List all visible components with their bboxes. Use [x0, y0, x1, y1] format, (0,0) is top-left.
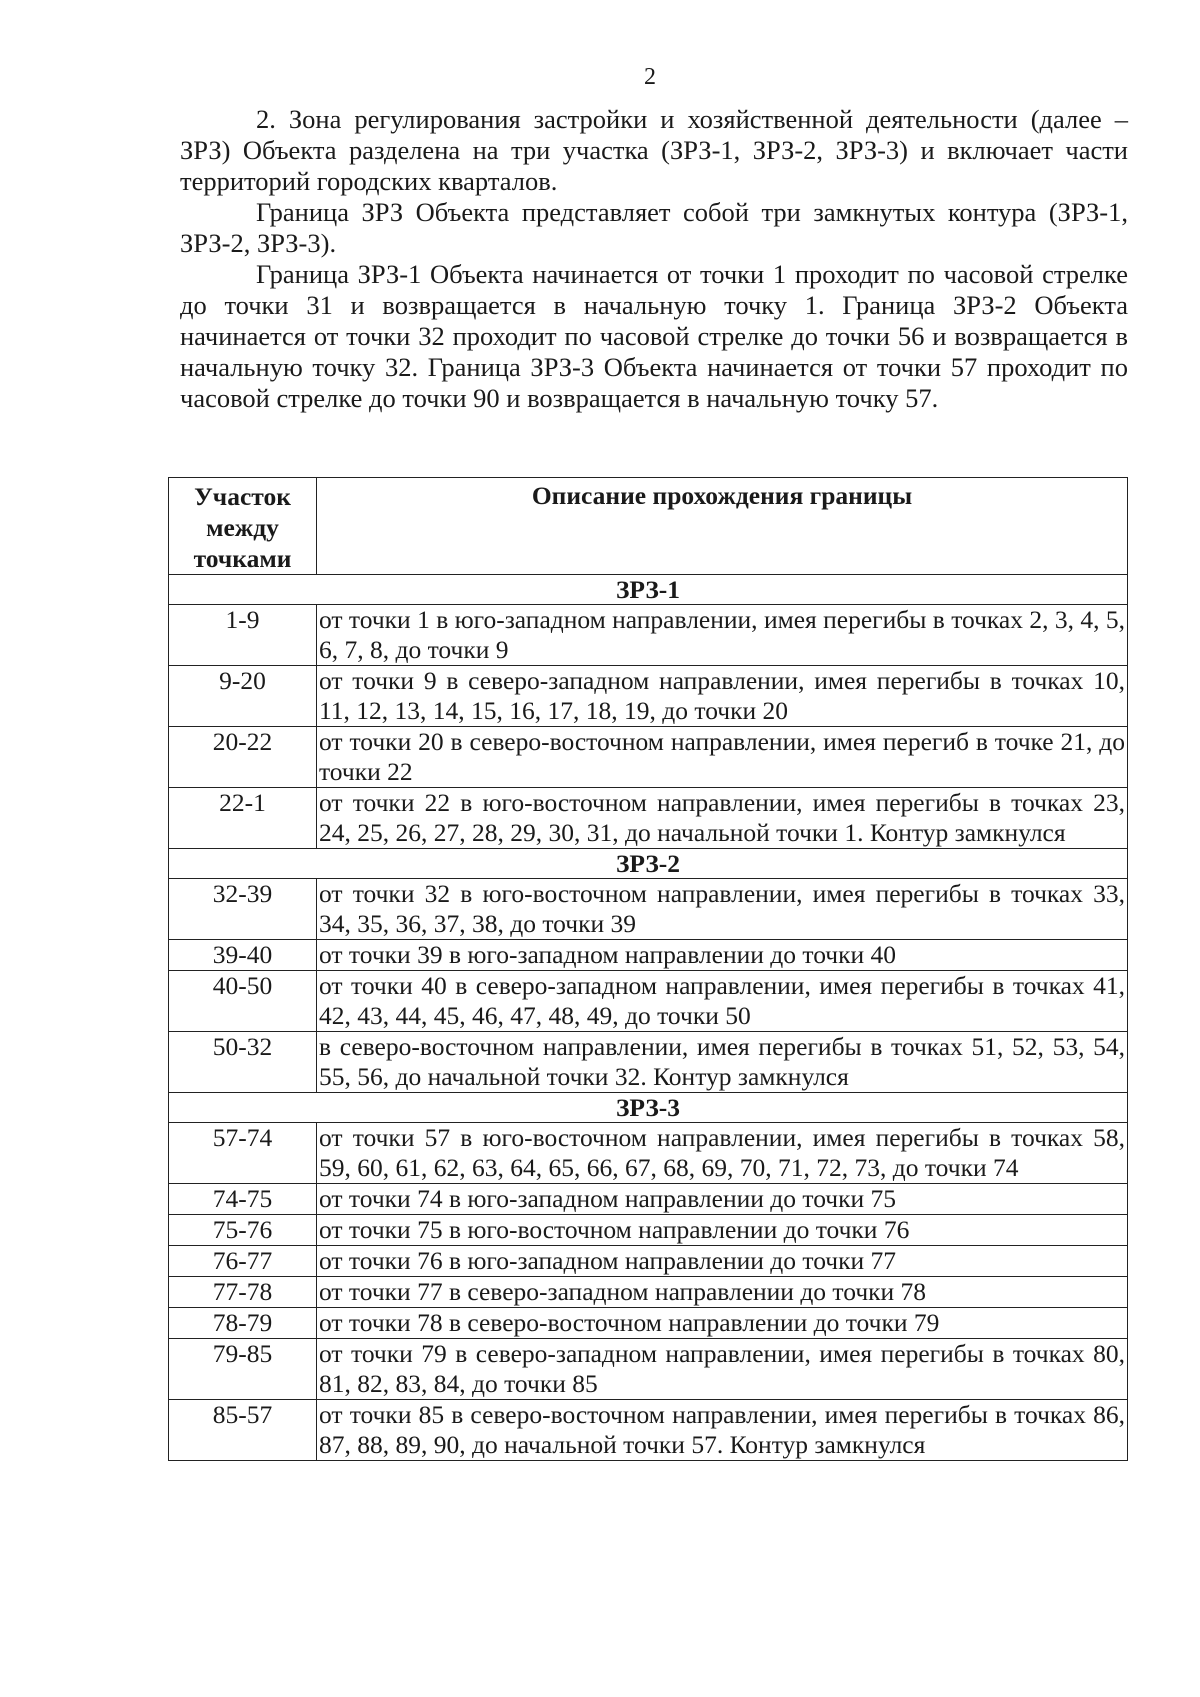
table-row: [169, 1339, 1128, 1400]
table-row: [169, 666, 1128, 727]
segment-cell: 50-32: [169, 1032, 317, 1093]
segment-cell: 1-9: [169, 605, 317, 666]
description-cell: от точки 77 в северо-западном направлении до точки 78: [317, 1277, 1128, 1308]
table-row: [169, 788, 1128, 849]
table-row: [169, 1123, 1128, 1184]
description-cell: от точки 39 в юго-западном направлении до точки 40: [317, 940, 1128, 971]
segment-cell: 74-75: [169, 1184, 317, 1215]
segment-cell: 32-39: [169, 879, 317, 940]
description-cell: от точки 1 в юго-западном направлении, имея перегибы в точках 2, 3, 4, 5, 6, 7, 8, до точки 9: [317, 605, 1128, 666]
paragraph-contours: Граница ЗРЗ Объекта представляет собой три замкнутых контура (ЗРЗ-1, ЗРЗ-2, ЗРЗ-3).: [180, 197, 1128, 258]
header-segment: Участок между точками: [169, 478, 317, 575]
description-cell: от точки 9 в северо-западном направлении, имея перегибы в точках 10, 11, 12, 13, 14, 15, 16, 17, 18, 19, до точки 20: [317, 666, 1128, 727]
paragraph-zone-intro: 2. Зона регулирования застройки и хозяйственной деятельности (далее – ЗРЗ) Объекта разделена на три участка (ЗРЗ-1, ЗРЗ-2, ЗРЗ-3) и включает части территорий городских кварталов.: [180, 104, 1128, 196]
table-row: [169, 1308, 1128, 1339]
segment-cell: 77-78: [169, 1277, 317, 1308]
segment-cell: 22-1: [169, 788, 317, 849]
table-row: [169, 1400, 1128, 1461]
page-number: 2: [644, 64, 656, 90]
description-cell: от точки 75 в юго-восточном направлении до точки 76: [317, 1215, 1128, 1246]
segment-cell: 76-77: [169, 1246, 317, 1277]
table-row: [169, 1032, 1128, 1093]
description-cell: от точки 74 в юго-западном направлении до точки 75: [317, 1184, 1128, 1215]
table-row: [169, 1246, 1128, 1277]
group-title: ЗРЗ-1: [169, 575, 1128, 605]
segment-cell: 20-22: [169, 727, 317, 788]
table-row: [169, 879, 1128, 940]
description-cell: от точки 32 в юго-восточном направлении, имея перегибы в точках 33, 34, 35, 36, 37, 38, до точки 39: [317, 879, 1128, 940]
table-row: [169, 1215, 1128, 1246]
segment-cell: 75-76: [169, 1215, 317, 1246]
header-description: Описание прохождения границы: [317, 478, 1128, 575]
description-cell: от точки 85 в северо-восточном направлении, имея перегибы в точках 86, 87, 88, 89, 90, до начальной точки 57. Контур замкнулся: [317, 1400, 1128, 1461]
table-body: [169, 575, 1128, 1461]
table-row: [169, 1277, 1128, 1308]
table-row: [169, 940, 1128, 971]
table-header-row: [169, 478, 1128, 575]
description-cell: от точки 78 в северо-восточном направлении до точки 79: [317, 1308, 1128, 1339]
table-row: [169, 971, 1128, 1032]
table-row: [169, 605, 1128, 666]
segment-cell: 57-74: [169, 1123, 317, 1184]
description-cell: от точки 20 в северо-восточном направлении, имея перегиб в точке 21, до точки 22: [317, 727, 1128, 788]
table-row: [169, 1184, 1128, 1215]
segment-cell: 85-57: [169, 1400, 317, 1461]
description-cell: от точки 79 в северо-западном направлении, имея перегибы в точках 80, 81, 82, 83, 84, до точки 85: [317, 1339, 1128, 1400]
group-row: [169, 575, 1128, 605]
segment-cell: 39-40: [169, 940, 317, 971]
segment-cell: 79-85: [169, 1339, 317, 1400]
group-title: ЗРЗ-3: [169, 1093, 1128, 1123]
description-cell: в северо-восточном направлении, имея перегибы в точках 51, 52, 53, 54, 55, 56, до начальной точки 32. Контур замкнулся: [317, 1032, 1128, 1093]
paragraph-boundary-route: Граница ЗРЗ-1 Объекта начинается от точки 1 проходит по часовой стрелке до точки 31 и возвращается в начальную точку 1. Граница ЗРЗ-2 Объекта начинается от точки 32 проходит по часовой стрелке до точки 56 и возвращается в начальную точку 32. Граница ЗРЗ-3 Объекта начинается от точки 57 проходит по часовой стрелке до точки 90 и возвращается в начальную точку 57.: [180, 259, 1128, 413]
table-row: [169, 727, 1128, 788]
segment-cell: 40-50: [169, 971, 317, 1032]
segment-cell: 78-79: [169, 1308, 317, 1339]
body-text: [180, 104, 1128, 414]
boundary-table: [168, 477, 1128, 1461]
group-title: ЗРЗ-2: [169, 849, 1128, 879]
group-row: [169, 1093, 1128, 1123]
segment-cell: 9-20: [169, 666, 317, 727]
description-cell: от точки 22 в юго-восточном направлении, имея перегибы в точках 23, 24, 25, 26, 27, 28, 29, 30, 31, до начальной точки 1. Контур замкнулся: [317, 788, 1128, 849]
description-cell: от точки 76 в юго-западном направлении до точки 77: [317, 1246, 1128, 1277]
description-cell: от точки 40 в северо-западном направлении, имея перегибы в точках 41, 42, 43, 44, 45, 46, 47, 48, 49, до точки 50: [317, 971, 1128, 1032]
description-cell: от точки 57 в юго-восточном направлении, имея перегибы в точках 58, 59, 60, 61, 62, 63, 64, 65, 66, 67, 68, 69, 70, 71, 72, 73, до точки 74: [317, 1123, 1128, 1184]
group-row: [169, 849, 1128, 879]
